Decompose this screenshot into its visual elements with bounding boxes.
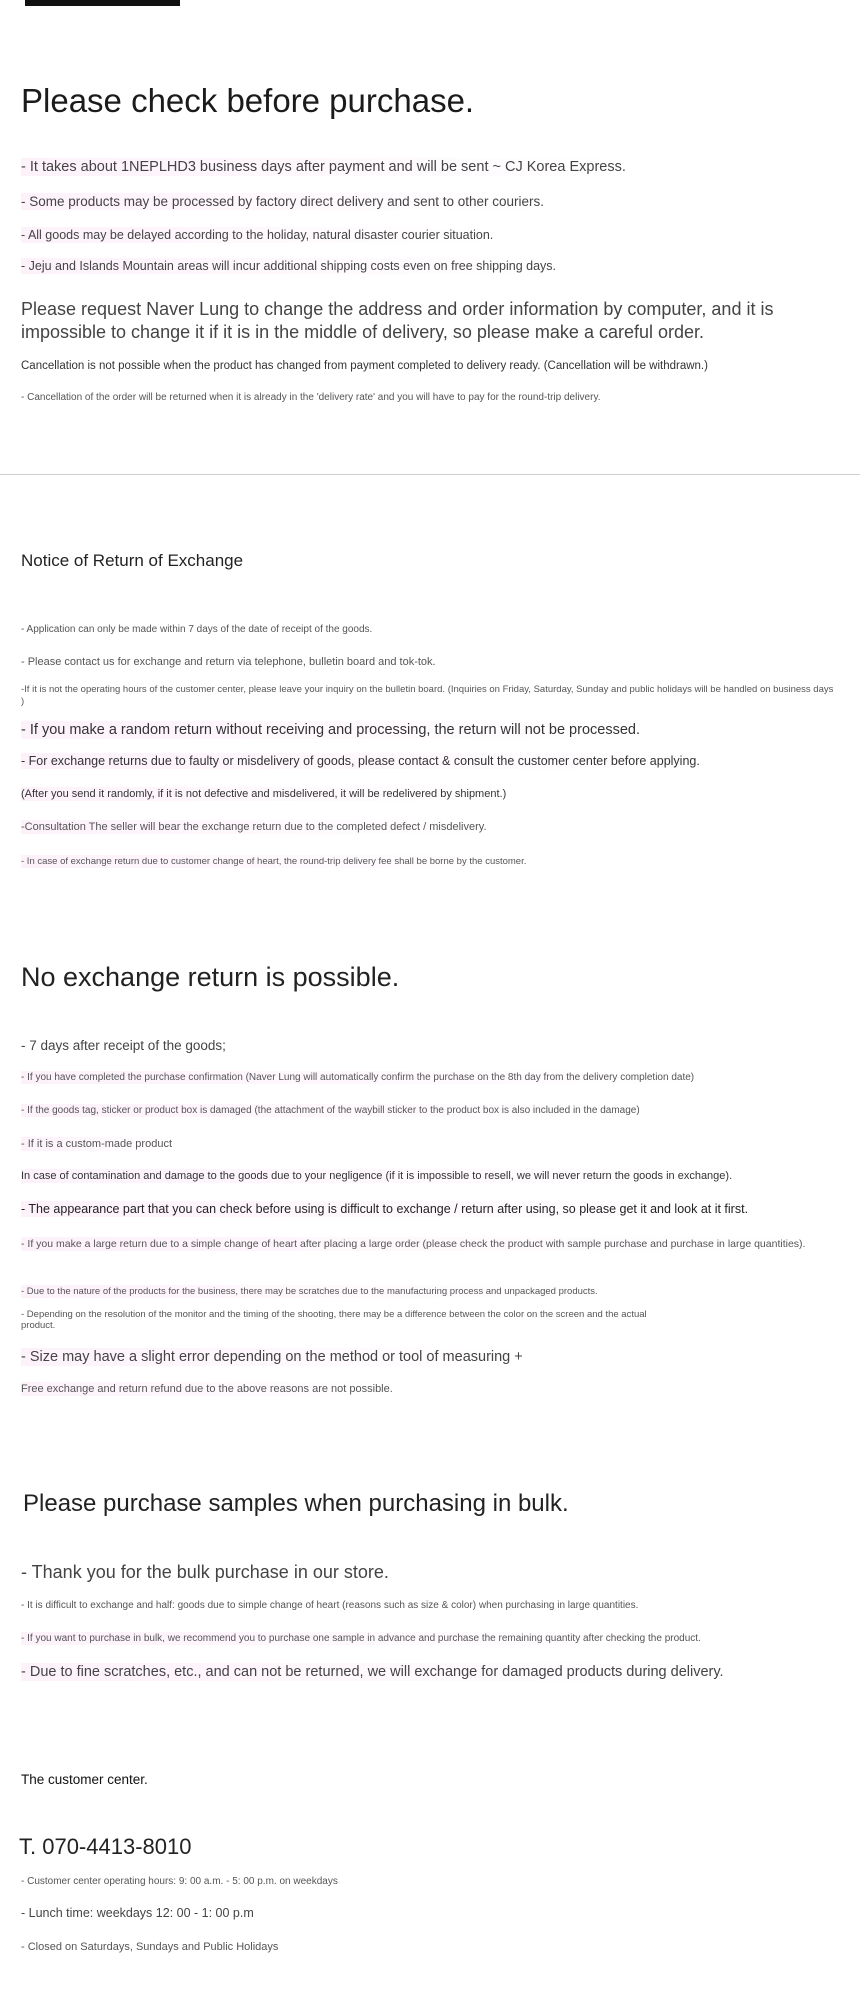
noreturn-line-2: - If you have completed the purchase confirmation (Naver Lung will automatically confirm the purchase on the 8th day from the delivery completion date) bbox=[21, 1071, 698, 1084]
noreturn-line-11: Free exchange and return refund due to the above reasons are not possible. bbox=[21, 1382, 397, 1396]
bulk-line-4: - Due to fine scratches, etc., and can not be returned, we will exchange for damaged products during delivery. bbox=[21, 1663, 728, 1681]
cs-hours: - Customer center operating hours: 9: 00 a.m. - 5: 00 p.m. on weekdays bbox=[21, 1876, 338, 1887]
exchange-title: Notice of Return of Exchange bbox=[21, 551, 244, 570]
top-decorative-bar bbox=[25, 0, 180, 6]
section-divider bbox=[0, 474, 860, 475]
check-line-5: Cancellation is not possible when the product has changed from payment completed to delivery ready. (Cancellation will be withdrawn.) bbox=[21, 360, 708, 372]
cs-lunch: - Lunch time: weekdays 12: 00 - 1: 00 p.m bbox=[21, 1906, 254, 1920]
noreturn-line-10: - Size may have a slight error depending on the method or tool of measuring + bbox=[21, 1348, 527, 1366]
bulk-title: Please purchase samples when purchasing in bulk. bbox=[23, 1490, 569, 1517]
noreturn-line-4: - If it is a custom-made product bbox=[21, 1137, 176, 1151]
exchange-line-4: - If you make a random return without receiving and processing, the return will not be processed. bbox=[21, 721, 644, 739]
check-line-2: - Some products may be processed by factory direct delivery and sent to other couriers. bbox=[21, 193, 548, 210]
exchange-line-8: - In case of exchange return due to customer change of heart, the round-trip delivery fee shall be borne by the customer. bbox=[21, 855, 530, 868]
cs-phone: T. 070-4413-8010 bbox=[19, 1834, 192, 1859]
noreturn-line-6: - The appearance part that you can check before using is difficult to exchange / return after using, so please get it and look at it first. bbox=[21, 1201, 752, 1217]
check-line-3: - All goods may be delayed according to the holiday, natural disaster courier situation. bbox=[21, 227, 497, 243]
exchange-line-6: (After you send it randomly, if it is not defective and misdelivered, it will be redelivered by shipment.) bbox=[21, 787, 510, 801]
noreturn-title: No exchange return is possible. bbox=[21, 962, 400, 992]
noreturn-line-1: - 7 days after receipt of the goods; bbox=[21, 1038, 226, 1053]
noreturn-line-9: - Depending on the resolution of the monitor and the timing of the shooting, there may be a difference between the color on the screen and the actual product. bbox=[21, 1309, 647, 1331]
bulk-line-1: - Thank you for the bulk purchase in our store. bbox=[21, 1562, 389, 1582]
exchange-line-5: - For exchange returns due to faulty or misdelivery of goods, please contact & consult the customer center before applying. bbox=[21, 753, 704, 769]
exchange-line-7: -Consultation The seller will bear the exchange return due to the completed defect / misdelivery. bbox=[21, 820, 491, 834]
check-line-6: - Cancellation of the order will be returned when it is already in the 'delivery rate' and you will have to pay for the round-trip delivery. bbox=[21, 392, 601, 403]
exchange-line-3: -If it is not the operating hours of the customer center, please leave your inquiry on the bulletin board. (Inquiries on Friday, Saturday, Sunday and public holidays will be handled on business days ) bbox=[21, 684, 834, 707]
noreturn-line-7: - If you make a large return due to a simple change of heart after placing a large order (please check the product with sample purchase and purchase in large quantities). bbox=[21, 1237, 809, 1251]
noreturn-line-8: - Due to the nature of the products for the business, there may be scratches due to the manufacturing process and unpackaged products. bbox=[21, 1285, 602, 1298]
noreturn-line-3: - If the goods tag, sticker or product box is damaged (the attachment of the waybill sticker to the product box is also included in the damage) bbox=[21, 1104, 644, 1117]
cs-closed: - Closed on Saturdays, Sundays and Public Holidays bbox=[21, 1941, 279, 1953]
bulk-line-2: - It is difficult to exchange and half: goods due to simple change of heart (reasons such as size & color) when purchasing in large quantities. bbox=[21, 1600, 639, 1611]
bulk-line-3: - If you want to purchase in bulk, we recommend you to purchase one sample in advance and purchase the remaining quantity after checking the product. bbox=[21, 1632, 705, 1645]
check-title: Please check before purchase. bbox=[21, 82, 475, 119]
check-notice-big: Please request Naver Lung to change the address and order information by computer, and it is impossible to change it if it is in the middle of delivery, so please make a careful order. bbox=[21, 299, 774, 342]
check-line-4: - Jeju and Islands Mountain areas will incur additional shipping costs even on free shipping days. bbox=[21, 258, 560, 274]
noreturn-line-5: In case of contamination and damage to the goods due to your negligence (if it is impossible to resell, we will never return the goods in exchange). bbox=[21, 1169, 736, 1183]
exchange-line-2: - Please contact us for exchange and return via telephone, bulletin board and tok-tok. bbox=[21, 656, 436, 668]
check-line-1: - It takes about 1NEPLHD3 business days after payment and will be sent ~ CJ Korea Express. bbox=[21, 158, 630, 176]
cs-title: The customer center. bbox=[21, 1772, 148, 1787]
exchange-line-1: - Application can only be made within 7 days of the date of receipt of the goods. bbox=[21, 624, 373, 635]
